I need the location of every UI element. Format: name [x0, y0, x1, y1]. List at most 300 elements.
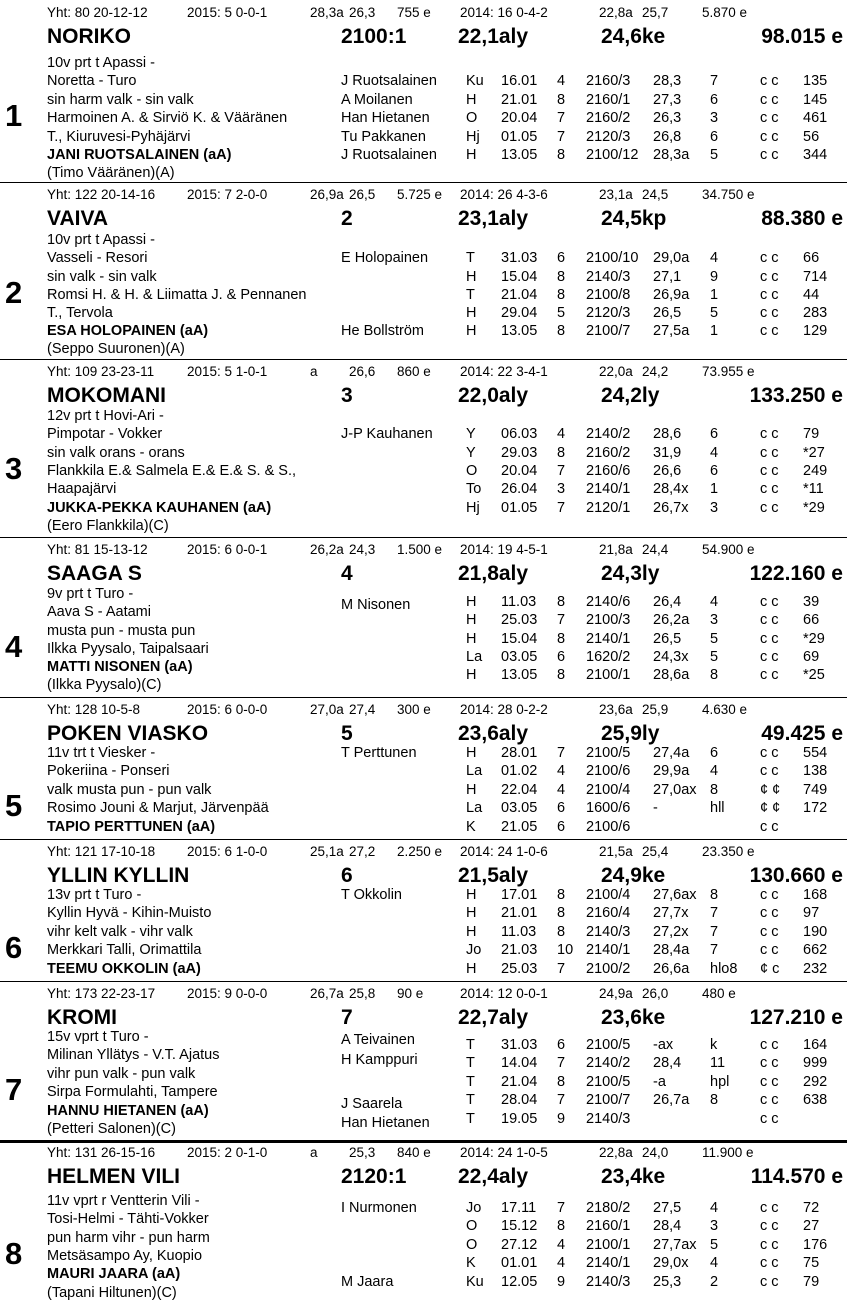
career-stat: 2015: 5 1-0-1 — [187, 364, 268, 379]
start-time: 26,9a — [653, 287, 690, 303]
start-odds: 79 — [803, 426, 820, 442]
start-distance: 2160/4 — [586, 905, 631, 921]
total-earnings: 133.250 e — [749, 384, 843, 407]
start-lane: 6 — [557, 1037, 566, 1053]
start-track: T — [466, 287, 475, 303]
career-stat: 2014: 24 1-0-5 — [460, 1145, 548, 1160]
start-date: 22.04 — [501, 782, 538, 798]
start-track: O — [466, 110, 478, 126]
start-time: 26,6 — [653, 463, 682, 479]
start-shoeing: c c — [760, 305, 779, 321]
start-place: 8 — [710, 887, 719, 903]
start-date: 31.03 — [501, 250, 538, 266]
start-track: La — [466, 649, 483, 665]
start-distance: 2100/1 — [586, 667, 631, 683]
horse-name: SAAGA S — [47, 562, 142, 585]
post-position: 5 — [341, 722, 353, 745]
start-distance: 2100/5 — [586, 1074, 631, 1090]
start-time: 27,2x — [653, 924, 689, 940]
start-track: T — [466, 1037, 475, 1053]
start-odds: 145 — [803, 92, 828, 108]
start-odds: *11 — [803, 481, 824, 497]
horse-info-line: Aava S - Aatami — [47, 604, 151, 620]
career-stat: 26,6 — [349, 364, 376, 379]
start-date: 15.12 — [501, 1218, 538, 1234]
start-place: 3 — [710, 1218, 719, 1234]
start-track: K — [466, 819, 476, 835]
start-place: 7 — [710, 905, 719, 921]
start-lane: 6 — [557, 819, 566, 835]
horse-info-line: 11v vprt r Ventterin Vili - — [47, 1193, 200, 1209]
career-stat: 34.750 e — [702, 187, 755, 202]
career-stat: Yht: 121 17-10-18 — [47, 844, 156, 859]
start-shoeing: c c — [760, 819, 779, 835]
start-odds: 66 — [803, 612, 820, 628]
career-stat: Yht: 131 26-15-16 — [47, 1145, 156, 1160]
start-time: 24,3x — [653, 649, 689, 665]
start-time: 26,7a — [653, 1092, 690, 1108]
start-lane: 8 — [557, 147, 566, 163]
start-odds: 190 — [803, 924, 828, 940]
trainer-driver: TAPIO PERTTUNEN (aA) — [47, 819, 216, 835]
start-place: k — [710, 1037, 718, 1053]
start-shoeing: c c — [760, 667, 779, 683]
start-track: H — [466, 612, 477, 628]
start-odds: 638 — [803, 1092, 828, 1108]
start-date: 16.01 — [501, 73, 538, 89]
start-odds: *27 — [803, 445, 825, 461]
start-distance: 2100/3 — [586, 612, 631, 628]
start-odds: 232 — [803, 961, 828, 977]
start-time: 29,0x — [653, 1255, 689, 1271]
start-odds: 75 — [803, 1255, 820, 1271]
start-lane: 4 — [557, 782, 566, 798]
start-place: 5 — [710, 631, 719, 647]
start-place: 7 — [710, 942, 719, 958]
horse-info-line: Vasseli - Resori — [47, 250, 148, 266]
career-stat: 2014: 24 1-0-6 — [460, 844, 548, 859]
start-place: 1 — [710, 323, 719, 339]
career-stat: 24,4 — [642, 542, 669, 557]
start-odds: 172 — [803, 800, 828, 816]
horse-info-line: (Seppo Suuronen)(A) — [47, 341, 185, 357]
career-stat: 23,1a — [599, 187, 633, 202]
career-stat: 5.725 e — [397, 187, 443, 202]
start-time: 26,6a — [653, 961, 690, 977]
start-place: 5 — [710, 147, 719, 163]
career-stat: 24,2 — [642, 364, 669, 379]
horse-info-line: vihr pun valk - pun valk — [47, 1066, 196, 1082]
start-lane: 7 — [557, 1200, 566, 1216]
horse-info-line: Sirpa Formulahti, Tampere — [47, 1084, 218, 1100]
start-odds: 344 — [803, 147, 828, 163]
start-date: 13.05 — [501, 147, 538, 163]
start-odds: 97 — [803, 905, 820, 921]
start-number: 8 — [5, 1236, 23, 1271]
career-stat: 24,0 — [642, 1145, 669, 1160]
career-stat: 26,9a — [310, 187, 344, 202]
start-track: Ku — [466, 1274, 484, 1290]
start-shoeing: c c — [760, 110, 779, 126]
horse-name: NORIKO — [47, 25, 131, 48]
start-lane: 7 — [557, 463, 566, 479]
start-distance: 2100/10 — [586, 250, 639, 266]
start-track: H — [466, 961, 477, 977]
start-distance: 2100/12 — [586, 147, 639, 163]
start-date: 28.04 — [501, 1092, 538, 1108]
start-driver: T Okkolin — [341, 887, 402, 903]
start-track: T — [466, 250, 475, 266]
start-date: 20.04 — [501, 463, 538, 479]
start-time: 28,3a — [653, 147, 690, 163]
career-stat: Yht: 128 10-5-8 — [47, 702, 141, 717]
start-track: O — [466, 1237, 478, 1253]
start-shoeing: c c — [760, 1111, 779, 1127]
career-stat: Yht: 173 22-23-17 — [47, 986, 156, 1001]
start-shoeing: c c — [760, 426, 779, 442]
start-distance: 2140/3 — [586, 924, 631, 940]
start-lane: 8 — [557, 631, 566, 647]
horse-info-line: T., Kiuruvesi-Pyhäjärvi — [47, 129, 191, 145]
horse-info-line: musta pun - musta pun — [47, 623, 196, 639]
start-place: 6 — [710, 92, 719, 108]
start-date: 01.05 — [501, 129, 538, 145]
career-stat: 25,3 — [349, 1145, 376, 1160]
start-shoeing: c c — [760, 1255, 779, 1271]
start-shoeing: c c — [760, 1237, 779, 1253]
start-distance: 2100/7 — [586, 323, 631, 339]
start-distance: 2180/2 — [586, 1200, 631, 1216]
career-stat: 2015: 6 0-0-1 — [187, 542, 268, 557]
total-earnings: 122.160 e — [749, 562, 843, 585]
start-shoeing: c c — [760, 481, 779, 497]
recent-record: 24,9ke — [601, 864, 666, 887]
horse-info-line: Rosimo Jouni & Marjut, Järvenpää — [47, 800, 269, 816]
career-stat: 24,3 — [349, 542, 376, 557]
start-track: H — [466, 305, 477, 321]
start-time: 29,0a — [653, 250, 690, 266]
horse-info-line: 10v prt t Apassi - — [47, 55, 155, 71]
start-track: Jo — [466, 1200, 482, 1216]
start-driver: J-P Kauhanen — [341, 426, 433, 442]
start-time: 28,6a — [653, 667, 690, 683]
start-time: 31,9 — [653, 445, 682, 461]
start-track: La — [466, 800, 483, 816]
start-place: 8 — [710, 1092, 719, 1108]
start-time: 27,1 — [653, 269, 682, 285]
start-time: 28,4 — [653, 1218, 682, 1234]
start-place: 11 — [710, 1055, 726, 1071]
start-lane: 7 — [557, 110, 566, 126]
trainer-driver: ESA HOLOPAINEN (aA) — [47, 323, 209, 339]
start-track: Jo — [466, 942, 482, 958]
career-stat: 840 e — [397, 1145, 431, 1160]
start-place: 5 — [710, 1237, 719, 1253]
start-lane: 7 — [557, 500, 566, 516]
start-distance: 2120/3 — [586, 129, 631, 145]
horse-info-line: 10v prt t Apassi - — [47, 232, 155, 248]
start-place: 3 — [710, 500, 719, 516]
horse-info-line: 15v vprt t Turo - — [47, 1029, 149, 1045]
start-shoeing: c c — [760, 1074, 779, 1090]
start-odds: 461 — [803, 110, 828, 126]
total-earnings: 98.015 e — [761, 25, 843, 48]
start-time: 27,5a — [653, 323, 690, 339]
horse-info-line: (Ilkka Pyysalo)(C) — [47, 677, 162, 693]
start-lane: 7 — [557, 1092, 566, 1108]
career-stat: 2015: 9 0-0-0 — [187, 986, 268, 1001]
horse-info-line: sin harm valk - sin valk — [47, 92, 194, 108]
start-lane: 8 — [557, 323, 566, 339]
horse-separator — [0, 981, 847, 982]
start-date: 21.03 — [501, 942, 538, 958]
best-record: 21,5aly — [458, 864, 529, 887]
start-date: 03.05 — [501, 800, 538, 816]
start-odds: 39 — [803, 594, 820, 610]
post-position: 2120:1 — [341, 1165, 407, 1188]
start-shoeing: c c — [760, 287, 779, 303]
start-shoeing: c c — [760, 649, 779, 665]
start-lane: 6 — [557, 649, 566, 665]
horse-name: KROMI — [47, 1006, 117, 1029]
trainer-driver: HANNU HIETANEN (aA) — [47, 1103, 209, 1119]
start-distance: 2100/7 — [586, 1092, 631, 1108]
start-place: 5 — [710, 305, 719, 321]
start-odds: 129 — [803, 323, 828, 339]
recent-record: 23,4ke — [601, 1165, 666, 1188]
career-stat: 21,5a — [599, 844, 633, 859]
horse-info-line: Tosi-Helmi - Tähti-Vokker — [47, 1211, 209, 1227]
start-time: 26,3 — [653, 110, 682, 126]
start-lane: 8 — [557, 1074, 566, 1090]
start-time: - — [653, 800, 658, 816]
career-stat: 27,0a — [310, 702, 344, 717]
start-distance: 2140/1 — [586, 1255, 631, 1271]
start-place: 9 — [710, 269, 719, 285]
start-date: 01.01 — [501, 1255, 538, 1271]
trainer-driver: MAURI JAARA (aA) — [47, 1266, 181, 1282]
start-date: 11.03 — [501, 594, 537, 610]
start-distance: 2160/2 — [586, 110, 631, 126]
start-number: 4 — [5, 629, 23, 664]
start-track: T — [466, 1055, 475, 1071]
start-lane: 7 — [557, 612, 566, 628]
career-stat: a — [310, 1145, 318, 1160]
start-time: -a — [653, 1074, 666, 1090]
start-date: 19.05 — [501, 1111, 538, 1127]
start-shoeing: ¢ c — [760, 961, 780, 977]
start-time: 25,3 — [653, 1274, 682, 1290]
horse-info-line: Haapajärvi — [47, 481, 117, 497]
start-date: 25.03 — [501, 612, 538, 628]
start-date: 21.04 — [501, 1074, 538, 1090]
start-odds: 292 — [803, 1074, 828, 1090]
start-lane: 3 — [557, 481, 566, 497]
recent-record: 25,9ly — [601, 722, 660, 745]
post-position: 3 — [341, 384, 353, 407]
start-time: 28,4x — [653, 481, 689, 497]
horse-info-line: Metsäsampo Ay, Kuopio — [47, 1248, 203, 1264]
start-track: Y — [466, 445, 476, 461]
career-stat: 25,1a — [310, 844, 344, 859]
start-date: 31.03 — [501, 1037, 538, 1053]
start-driver: Tu Pakkanen — [341, 129, 426, 145]
post-position: 7 — [341, 1006, 353, 1029]
career-stat: 22,0a — [599, 364, 633, 379]
start-place: 7 — [710, 73, 719, 89]
start-odds: 168 — [803, 887, 828, 903]
career-stat: 54.900 e — [702, 542, 755, 557]
start-date: 21.05 — [501, 819, 538, 835]
start-odds: *29 — [803, 500, 825, 516]
start-track: La — [466, 763, 483, 779]
start-driver: I Nurmonen — [341, 1200, 417, 1216]
start-place: 4 — [710, 250, 719, 266]
horse-info-line: Flankkila E.& Salmela E.& E.& S. & S., — [47, 463, 297, 479]
best-record: 23,6aly — [458, 722, 529, 745]
start-place: 7 — [710, 924, 719, 940]
start-odds: 164 — [803, 1037, 828, 1053]
start-distance: 2100/1 — [586, 1237, 631, 1253]
start-date: 21.01 — [501, 905, 538, 921]
horse-name: VAIVA — [47, 207, 109, 230]
career-stat: 27,4 — [349, 702, 376, 717]
start-time: 27,6ax — [653, 887, 697, 903]
start-distance: 2100/6 — [586, 819, 631, 835]
post-position: 2 — [341, 207, 353, 230]
horse-separator — [0, 359, 847, 360]
start-shoeing: c c — [760, 1200, 779, 1216]
horse-info-line: 11v trt t Viesker - — [47, 745, 156, 761]
career-stat: 21,8a — [599, 542, 633, 557]
start-time: 28,3 — [653, 73, 682, 89]
start-distance: 2100/4 — [586, 887, 631, 903]
start-shoeing: c c — [760, 1055, 779, 1071]
trainer-driver: MATTI NISONEN (aA) — [47, 659, 193, 675]
start-odds: 554 — [803, 745, 828, 761]
career-stat: Yht: 81 15-13-12 — [47, 542, 148, 557]
career-stat: 24,5 — [642, 187, 669, 202]
start-driver: J Saarela — [341, 1096, 403, 1112]
start-track: K — [466, 1255, 476, 1271]
start-distance: 2120/3 — [586, 305, 631, 321]
start-date: 03.05 — [501, 649, 538, 665]
start-track: T — [466, 1074, 475, 1090]
start-date: 17.11 — [501, 1200, 537, 1216]
horse-separator — [0, 182, 847, 183]
start-lane: 8 — [557, 269, 566, 285]
start-odds: 72 — [803, 1200, 820, 1216]
start-distance: 2120/1 — [586, 500, 631, 516]
start-shoeing: c c — [760, 463, 779, 479]
start-number: 7 — [5, 1072, 23, 1107]
start-track: H — [466, 323, 477, 339]
start-odds: 176 — [803, 1237, 828, 1253]
horse-info-line: (Tapani Hiltunen)(C) — [47, 1285, 177, 1301]
start-date: 26.04 — [501, 481, 538, 497]
career-stat: 2014: 12 0-0-1 — [460, 986, 548, 1001]
horse-name: YLLIN KYLLIN — [47, 864, 190, 887]
start-shoeing: c c — [760, 92, 779, 108]
start-distance: 2160/1 — [586, 1218, 631, 1234]
start-place: 3 — [710, 612, 719, 628]
start-track: H — [466, 594, 477, 610]
start-shoeing: c c — [760, 631, 779, 647]
start-lane: 8 — [557, 887, 566, 903]
start-distance: 2140/1 — [586, 481, 631, 497]
start-time: 26,4 — [653, 594, 682, 610]
horse-info-line: vihr kelt valk - vihr valk — [47, 924, 193, 940]
horse-info-line: Harmoinen A. & Sirviö K. & Vääränen — [47, 110, 288, 126]
career-stat: Yht: 109 23-23-11 — [47, 364, 155, 379]
post-position: 2100:1 — [341, 25, 407, 48]
start-odds: 66 — [803, 250, 820, 266]
start-date: 29.04 — [501, 305, 538, 321]
start-date: 28.01 — [501, 745, 538, 761]
start-distance: 2140/3 — [586, 1111, 631, 1127]
horse-info-line: pun harm vihr - pun harm — [47, 1230, 210, 1246]
start-place: 4 — [710, 1255, 719, 1271]
start-date: 21.01 — [501, 92, 538, 108]
start-track: Hj — [466, 500, 480, 516]
start-track: Hj — [466, 129, 480, 145]
start-shoeing: c c — [760, 887, 779, 903]
post-position: 6 — [341, 864, 353, 887]
horse-separator — [0, 1140, 847, 1143]
start-time: 26,2a — [653, 612, 690, 628]
start-track: Ku — [466, 73, 484, 89]
start-lane: 9 — [557, 1111, 566, 1127]
start-place: hll — [710, 800, 725, 816]
horse-info-line: sin valk - sin valk — [47, 269, 157, 285]
start-distance: 2100/4 — [586, 782, 631, 798]
career-stat: 24,9a — [599, 986, 633, 1001]
total-earnings: 114.570 e — [750, 1165, 843, 1188]
career-stat: 90 e — [397, 986, 424, 1001]
start-driver: E Holopainen — [341, 250, 429, 266]
start-date: 15.04 — [501, 631, 538, 647]
start-distance: 1620/2 — [586, 649, 631, 665]
horse-info-line: Ilkka Pyysalo, Taipalsaari — [47, 641, 209, 657]
start-track: H — [466, 269, 477, 285]
trainer-driver: JANI RUOTSALAINEN (aA) — [47, 147, 232, 163]
start-distance: 2140/2 — [586, 1055, 631, 1071]
start-driver: J Ruotsalainen — [341, 73, 437, 89]
start-lane: 7 — [557, 1055, 566, 1071]
start-shoeing: c c — [760, 594, 779, 610]
start-distance: 2100/5 — [586, 745, 631, 761]
start-odds: 79 — [803, 1274, 820, 1290]
start-place: 2 — [710, 1274, 719, 1290]
start-distance: 2160/3 — [586, 73, 631, 89]
start-distance: 2160/2 — [586, 445, 631, 461]
start-distance: 2160/6 — [586, 463, 631, 479]
career-stat: 26,5 — [349, 187, 376, 202]
start-time: 28,6 — [653, 426, 682, 442]
trainer-driver: JUKKA-PEKKA KAUHANEN (aA) — [47, 500, 272, 516]
recent-record: 24,2ly — [601, 384, 660, 407]
career-stat: 2014: 28 0-2-2 — [460, 702, 548, 717]
career-stat: 28,3a — [310, 5, 344, 20]
start-shoeing: c c — [760, 269, 779, 285]
start-track: T — [466, 1111, 475, 1127]
start-distance: 2100/8 — [586, 287, 631, 303]
start-odds: *25 — [803, 667, 825, 683]
start-shoeing: ¢ ¢ — [760, 782, 781, 798]
career-stat: 23,6a — [599, 702, 633, 717]
start-lane: 8 — [557, 287, 566, 303]
career-stat: 2014: 22 3-4-1 — [460, 364, 548, 379]
